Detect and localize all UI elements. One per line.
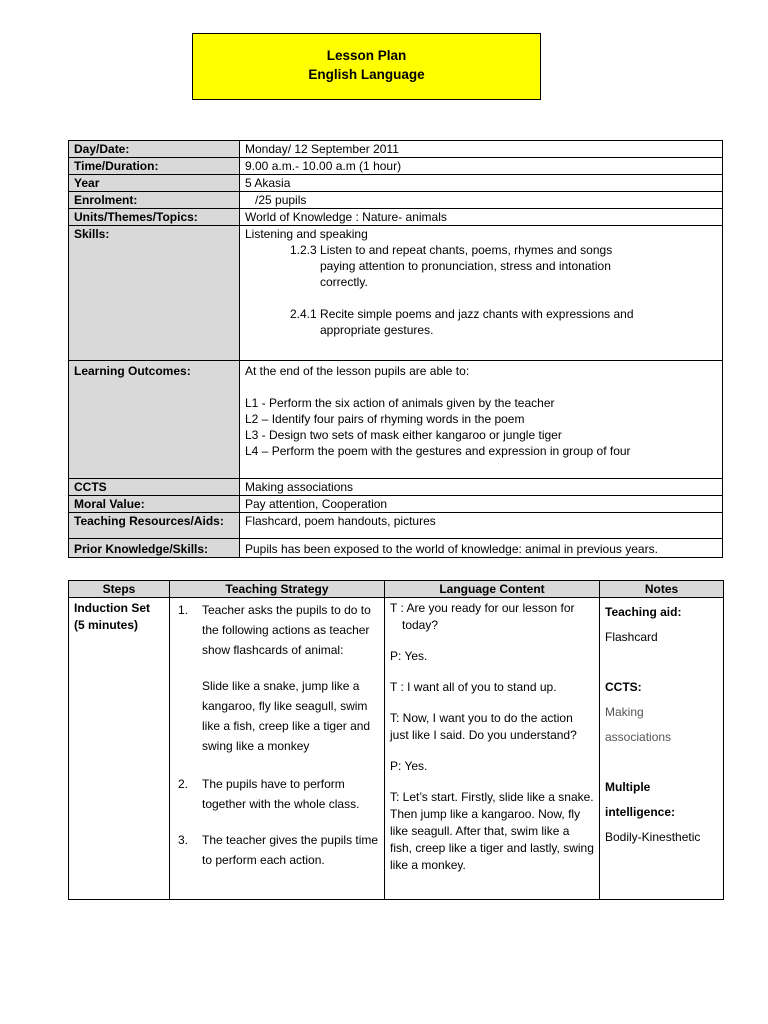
skills-label: Skills:: [69, 226, 240, 361]
notes-mi-value: Bodily-Kinesthetic: [605, 830, 701, 844]
skills-heading: Listening and speaking: [245, 227, 368, 241]
notes-mi-label-2: intelligence:: [605, 805, 676, 819]
lo-2: L2 – Identify four pairs of rhyming words in the poem: [245, 412, 525, 426]
lang-4: T: Now, I want you to do the action just like I said. Do you understand?: [390, 711, 577, 742]
strategy-1-text: Teacher asks the pupils to do to the following actions as teacher show flashcards of animal:: [202, 603, 371, 657]
lang-6: T: Let’s start. Firstly, slide like a snake. Then jump like a kangaroo. Now, fly like seagull. After that, swim like a fish, creep like a tiger and lastly, swing like a monkey.: [390, 790, 594, 872]
header-strategy: Teaching Strategy: [170, 581, 385, 598]
notes-ccts-value-2: associations: [605, 730, 672, 744]
ccts-label: CCTS: [69, 479, 240, 496]
day-label: Day/Date:: [69, 141, 240, 158]
time-label: Time/Duration:: [69, 158, 240, 175]
year-label: Year: [69, 175, 240, 192]
prior-value: Pupils has been exposed to the world of knowledge: animal in previous years.: [240, 539, 723, 558]
strategy-cell: [170, 598, 385, 900]
enrol-value: [240, 192, 723, 209]
strategy-3-number: 3.: [178, 833, 189, 847]
lang-2: P: Yes.: [390, 649, 428, 663]
lo-label: Learning Outcomes:: [69, 361, 240, 479]
plan-table: [68, 580, 724, 900]
lang-5: P: Yes.: [390, 759, 428, 773]
ccts-value: Making associations: [240, 479, 723, 496]
skill-1-line-b: paying attention to pronunciation, stress and intonation: [320, 259, 611, 273]
enrol-text: /25 pupils: [255, 193, 307, 207]
lang-1-b: today?: [402, 618, 439, 632]
steps-cell: [69, 598, 170, 900]
lang-1-a: T : Are you ready for our lesson for: [390, 601, 575, 615]
notes-aid-value: Flashcard: [605, 630, 658, 644]
resources-value: Flashcard, poem handouts, pictures: [240, 513, 723, 539]
notes-cell: [600, 598, 724, 900]
notes-ccts-label: CCTS:: [605, 680, 642, 694]
header-notes: Notes: [600, 581, 724, 598]
lo-intro: At the end of the lesson pupils are able to:: [245, 364, 470, 378]
skill-1-line-a: 1.2.3 Listen to and repeat chants, poems, rhymes and songs: [290, 243, 613, 257]
strategy-2-text: The pupils have to perform together with the whole class.: [202, 777, 360, 811]
units-label: Units/Themes/Topics:: [69, 209, 240, 226]
skill-2-line-a: 2.4.1 Recite simple poems and jazz chants with expressions and: [290, 307, 634, 321]
lo-4: L4 – Perform the poem with the gestures and expression in group of four: [245, 444, 631, 458]
lo-1: L1 - Perform the six action of animals given by the teacher: [245, 396, 555, 410]
enrol-label: Enrolment:: [69, 192, 240, 209]
units-value: World of Knowledge : Nature- animals: [240, 209, 723, 226]
title-box: [192, 33, 541, 100]
title-line2: English Language: [308, 67, 425, 82]
step-name: Induction Set: [74, 601, 150, 615]
title-line1: Lesson Plan: [326, 48, 407, 63]
step-time: (5 minutes): [74, 618, 139, 632]
header-language: Language Content: [385, 581, 600, 598]
lang-3: T : I want all of you to stand up.: [390, 680, 557, 694]
time-value: 9.00 a.m.- 10.00 a.m (1 hour): [240, 158, 723, 175]
strategy-1-number: 1.: [178, 603, 189, 617]
moral-value: Pay attention, Cooperation: [240, 496, 723, 513]
header-steps: Steps: [69, 581, 170, 598]
info-table: [68, 140, 723, 558]
notes-mi-label-1: Multiple: [605, 780, 651, 794]
skill-1-line-c: correctly.: [320, 275, 368, 289]
language-cell: [385, 598, 600, 900]
lo-3: L3 - Design two sets of mask either kangaroo or jungle tiger: [245, 428, 562, 442]
day-value: Monday/ 12 September 2011: [240, 141, 723, 158]
skills-value: [240, 226, 723, 361]
notes-aid-label: Teaching aid:: [605, 605, 682, 619]
lo-value: [240, 361, 723, 479]
strategy-2-number: 2.: [178, 777, 189, 791]
moral-label: Moral Value:: [69, 496, 240, 513]
skill-2-line-b: appropriate gestures.: [320, 323, 434, 337]
strategy-3-text: The teacher gives the pupils time to perform each action.: [202, 833, 379, 867]
strategy-1-actions: Slide like a snake, jump like a kangaroo, fly like seagull, swim like a fish, creep like a tiger and swing like a monkey: [202, 679, 371, 753]
resources-label: Teaching Resources/Aids:: [69, 513, 240, 539]
year-value: 5 Akasia: [240, 175, 723, 192]
prior-label: Prior Knowledge/Skills:: [69, 539, 240, 558]
notes-ccts-value-1: Making: [605, 705, 644, 719]
